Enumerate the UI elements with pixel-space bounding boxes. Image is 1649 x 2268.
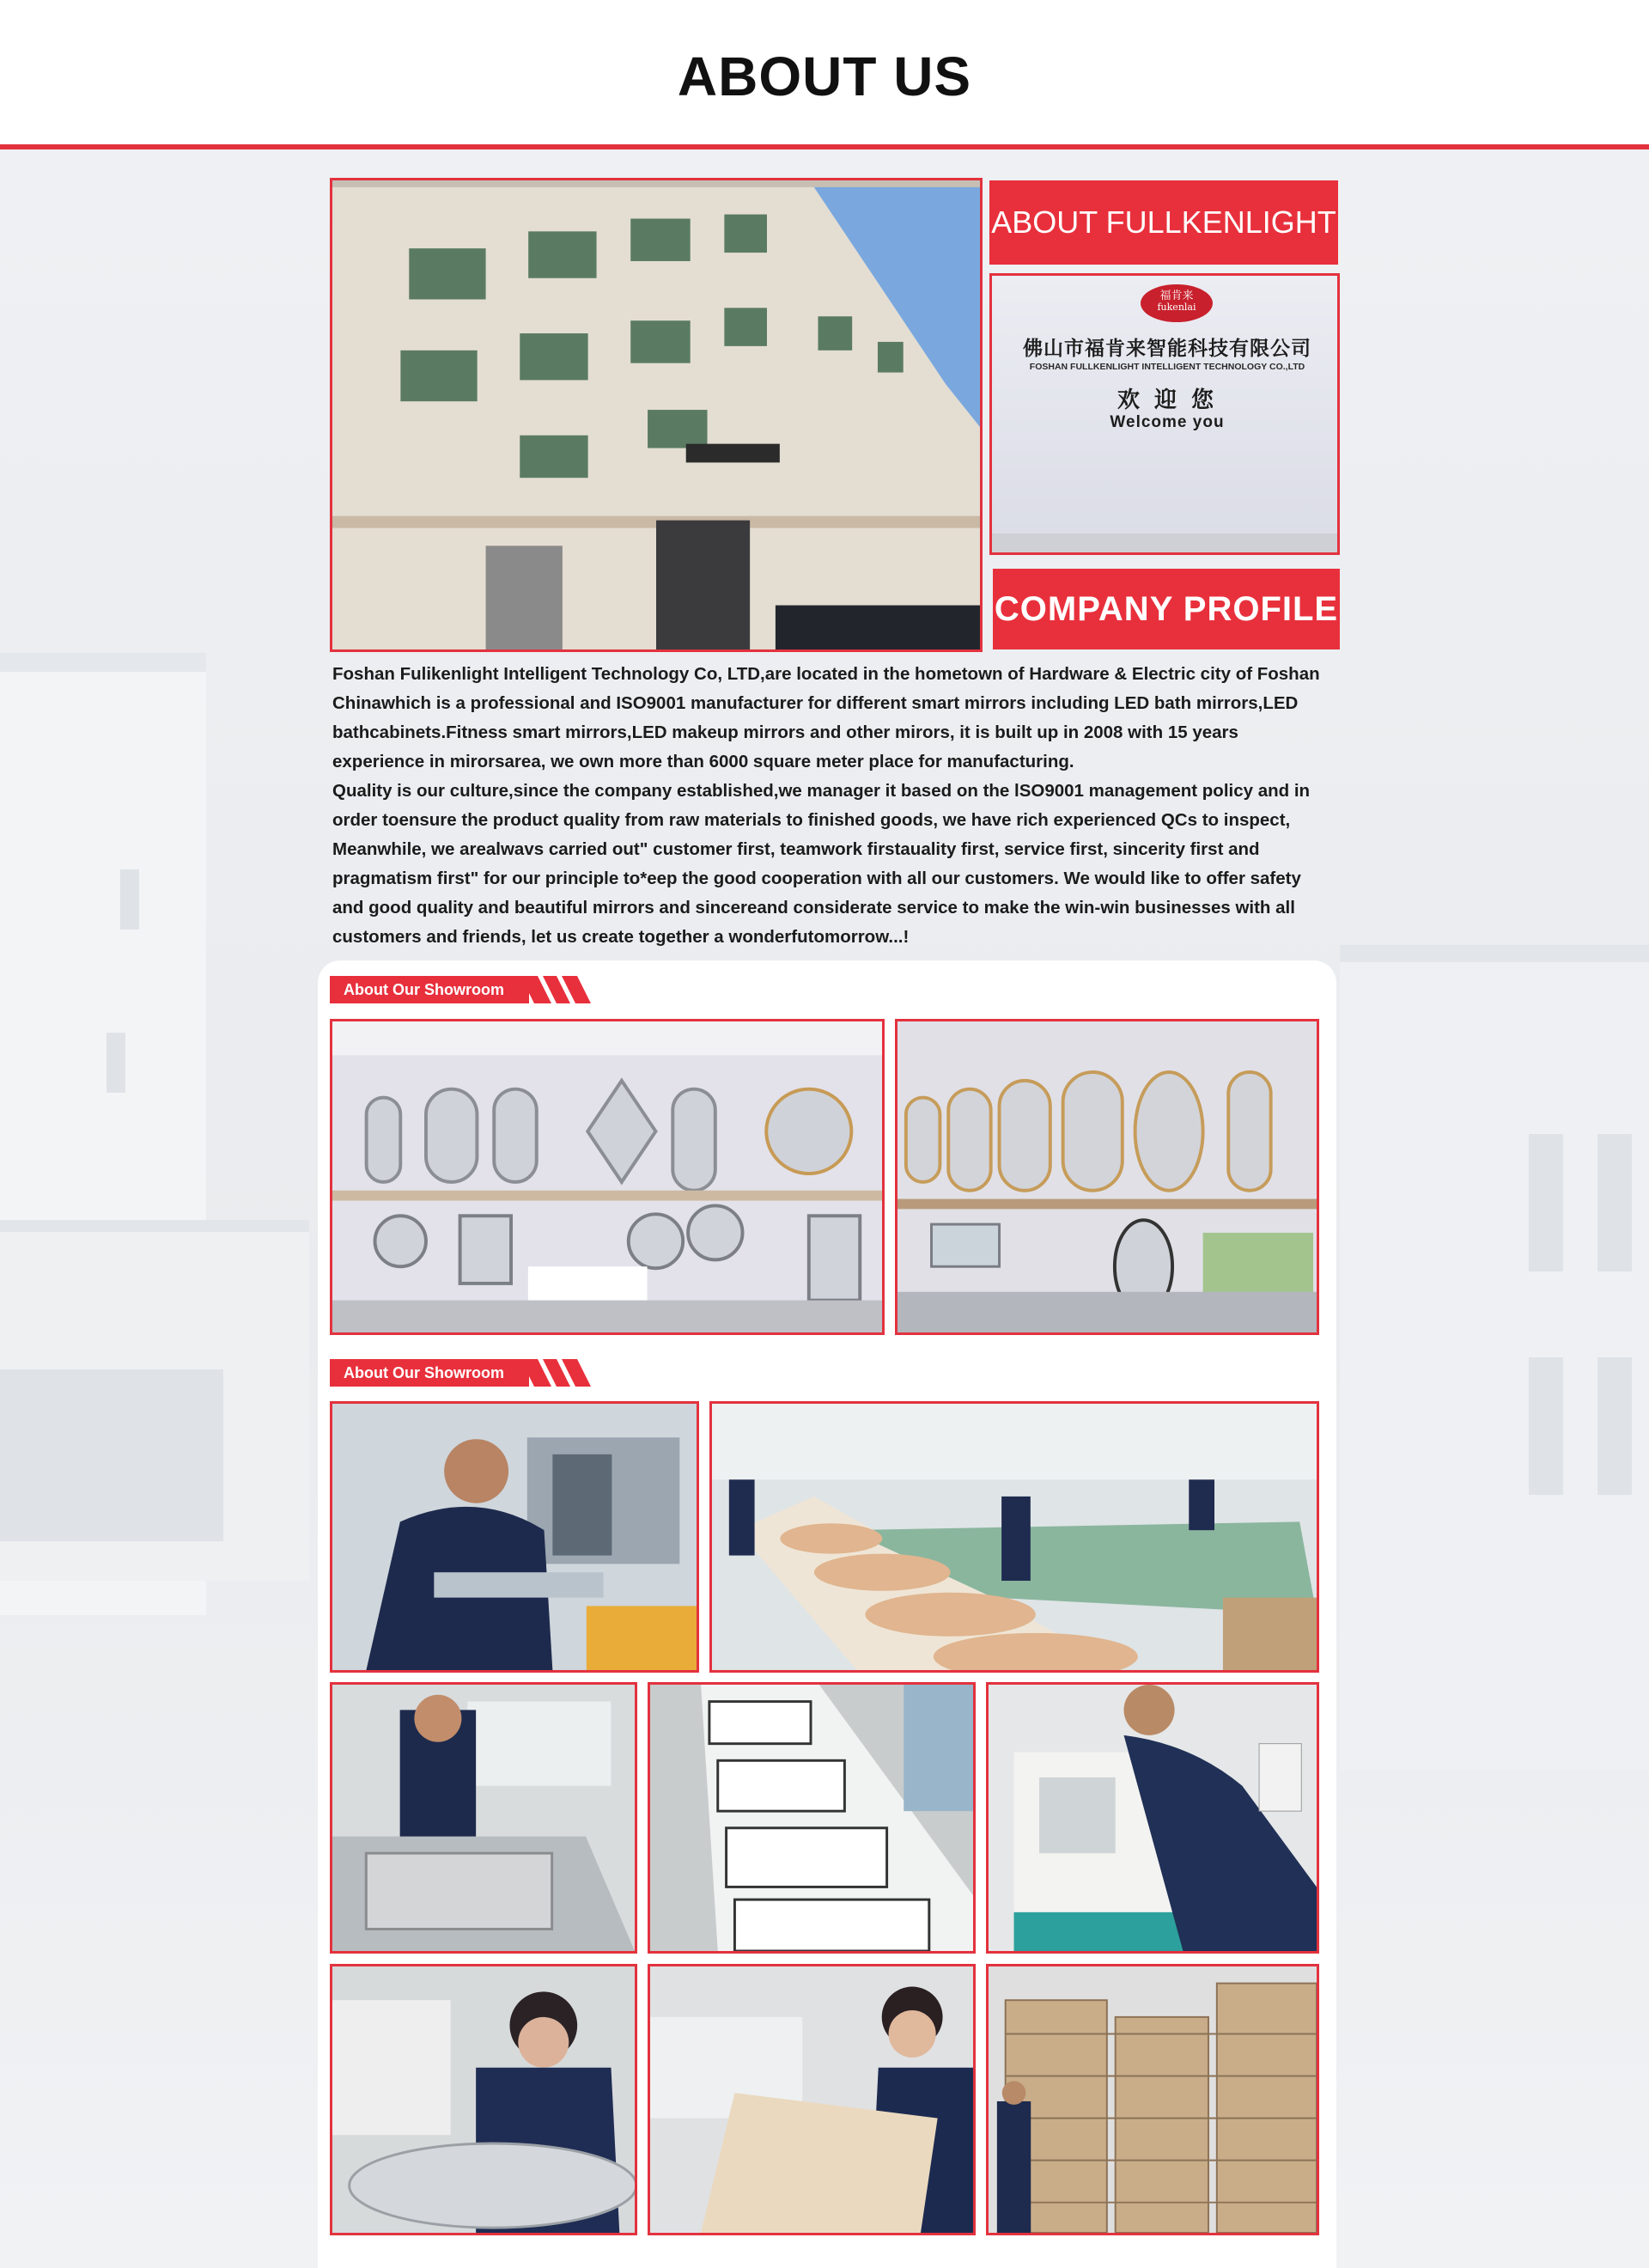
- reception-sign-photo: [989, 273, 1340, 555]
- background-building-left-lower: [0, 1220, 309, 1581]
- worker-packing-image: [650, 1966, 973, 2233]
- showroom-mirrors-image: [332, 1021, 882, 1332]
- warehouse-photo: [986, 1964, 1319, 2235]
- welcome-cn: 欢 迎 您: [1117, 387, 1218, 413]
- reception-desk: [992, 533, 1340, 555]
- worker-inspecting-image: [332, 1685, 635, 1951]
- factory-building-image: [332, 180, 980, 649]
- tag-stripes-icon: [520, 1359, 596, 1387]
- showroom-photo: [330, 1019, 885, 1335]
- mirror-wiring-image: [650, 1685, 973, 1951]
- profile-paragraph: Foshan Fulikenlight Intelligent Technology Co, LTD,are located in the hometown of Hardware & Electric city of Foshan Chinawhich is a professional and ISO9001 manufacturer for different smart mirrors including LED bath mirrors,LED bathcabinets.Fitness smart mirrors,LED makeup mirrors and other mirors, it is built up in 2008 with 15 years experience in mirorsarea, we own more than 6000 square meter place for manufacturing.: [332, 664, 1320, 771]
- showroom-section-tag: [330, 976, 593, 1003]
- company-profile-text: [332, 660, 1320, 952]
- page-title: ABOUT US: [677, 46, 972, 107]
- factory-worker-photo: [330, 1682, 637, 1954]
- company-name-en: FOSHAN FULLKENLIGHT INTELLIGENT TECHNOLOGY CO.,LTD: [1029, 362, 1305, 372]
- background-window: [1597, 1357, 1632, 1495]
- factory-worker-photo: [330, 1964, 637, 2235]
- background-window: [0, 1369, 223, 1541]
- showroom-photo: [895, 1019, 1319, 1335]
- logo-cn-text: 福肯来: [1159, 290, 1194, 302]
- company-profile-banner: COMPANY PROFILE: [993, 569, 1340, 649]
- page-header: [0, 0, 1649, 144]
- header-divider: [0, 144, 1649, 149]
- factory-tag-label: About Our Showroom: [330, 1359, 529, 1387]
- background-window: [1529, 1357, 1563, 1495]
- company-name-cn: 佛山市福肯来智能科技有限公司: [1023, 338, 1311, 360]
- warehouse-boxes-image: [989, 1966, 1317, 2233]
- showroom-tag-label: About Our Showroom: [330, 976, 529, 1003]
- factory-worker-photo: [330, 1401, 699, 1673]
- welcome-en: Welcome you: [1110, 413, 1225, 431]
- logo-en-text: fukenlai: [1157, 302, 1196, 313]
- assembly-line-image: [712, 1404, 1317, 1670]
- background-window: [1529, 1134, 1563, 1271]
- factory-worker-photo: [648, 1964, 976, 2235]
- background-window: [1597, 1134, 1632, 1271]
- about-fullkenlight-banner: ABOUT FULLKENLIGHT: [989, 180, 1338, 265]
- worker-assembling-image: [332, 1966, 635, 2233]
- background-window: [120, 869, 139, 930]
- profile-paragraph: Quality is our culture,since the company established,we manager it based on the lSO9001 management policy and in order toensure the product quality from raw materials to finished goods, we have rich experienced QCs to inspect, Meanwhile, we arealwavs carried out" customer first, teamwork firstauality first, service first, sincerity first and pragmatism first" for our principle to*eep the good cooperation with all our customers. We would like to offer safety and good quality and beautiful mirrors and sincereand considerate service to make the win-win businesses with all customers and friends, let us create together a wonderfutomorrow...!: [332, 781, 1311, 947]
- tag-stripes-icon: [520, 976, 596, 1003]
- factory-section-tag: [330, 1359, 593, 1387]
- background-building-right: [1340, 945, 1649, 1770]
- showroom-mirrors-image: [898, 1021, 1317, 1332]
- factory-worker-photo: [986, 1682, 1319, 1954]
- factory-line-photo: [648, 1682, 976, 1954]
- background-window: [106, 1033, 125, 1093]
- factory-line-photo: [709, 1401, 1319, 1673]
- worker-machine-image: [989, 1685, 1317, 1951]
- worker-cutting-image: [332, 1404, 697, 1670]
- factory-building-photo: [330, 178, 983, 652]
